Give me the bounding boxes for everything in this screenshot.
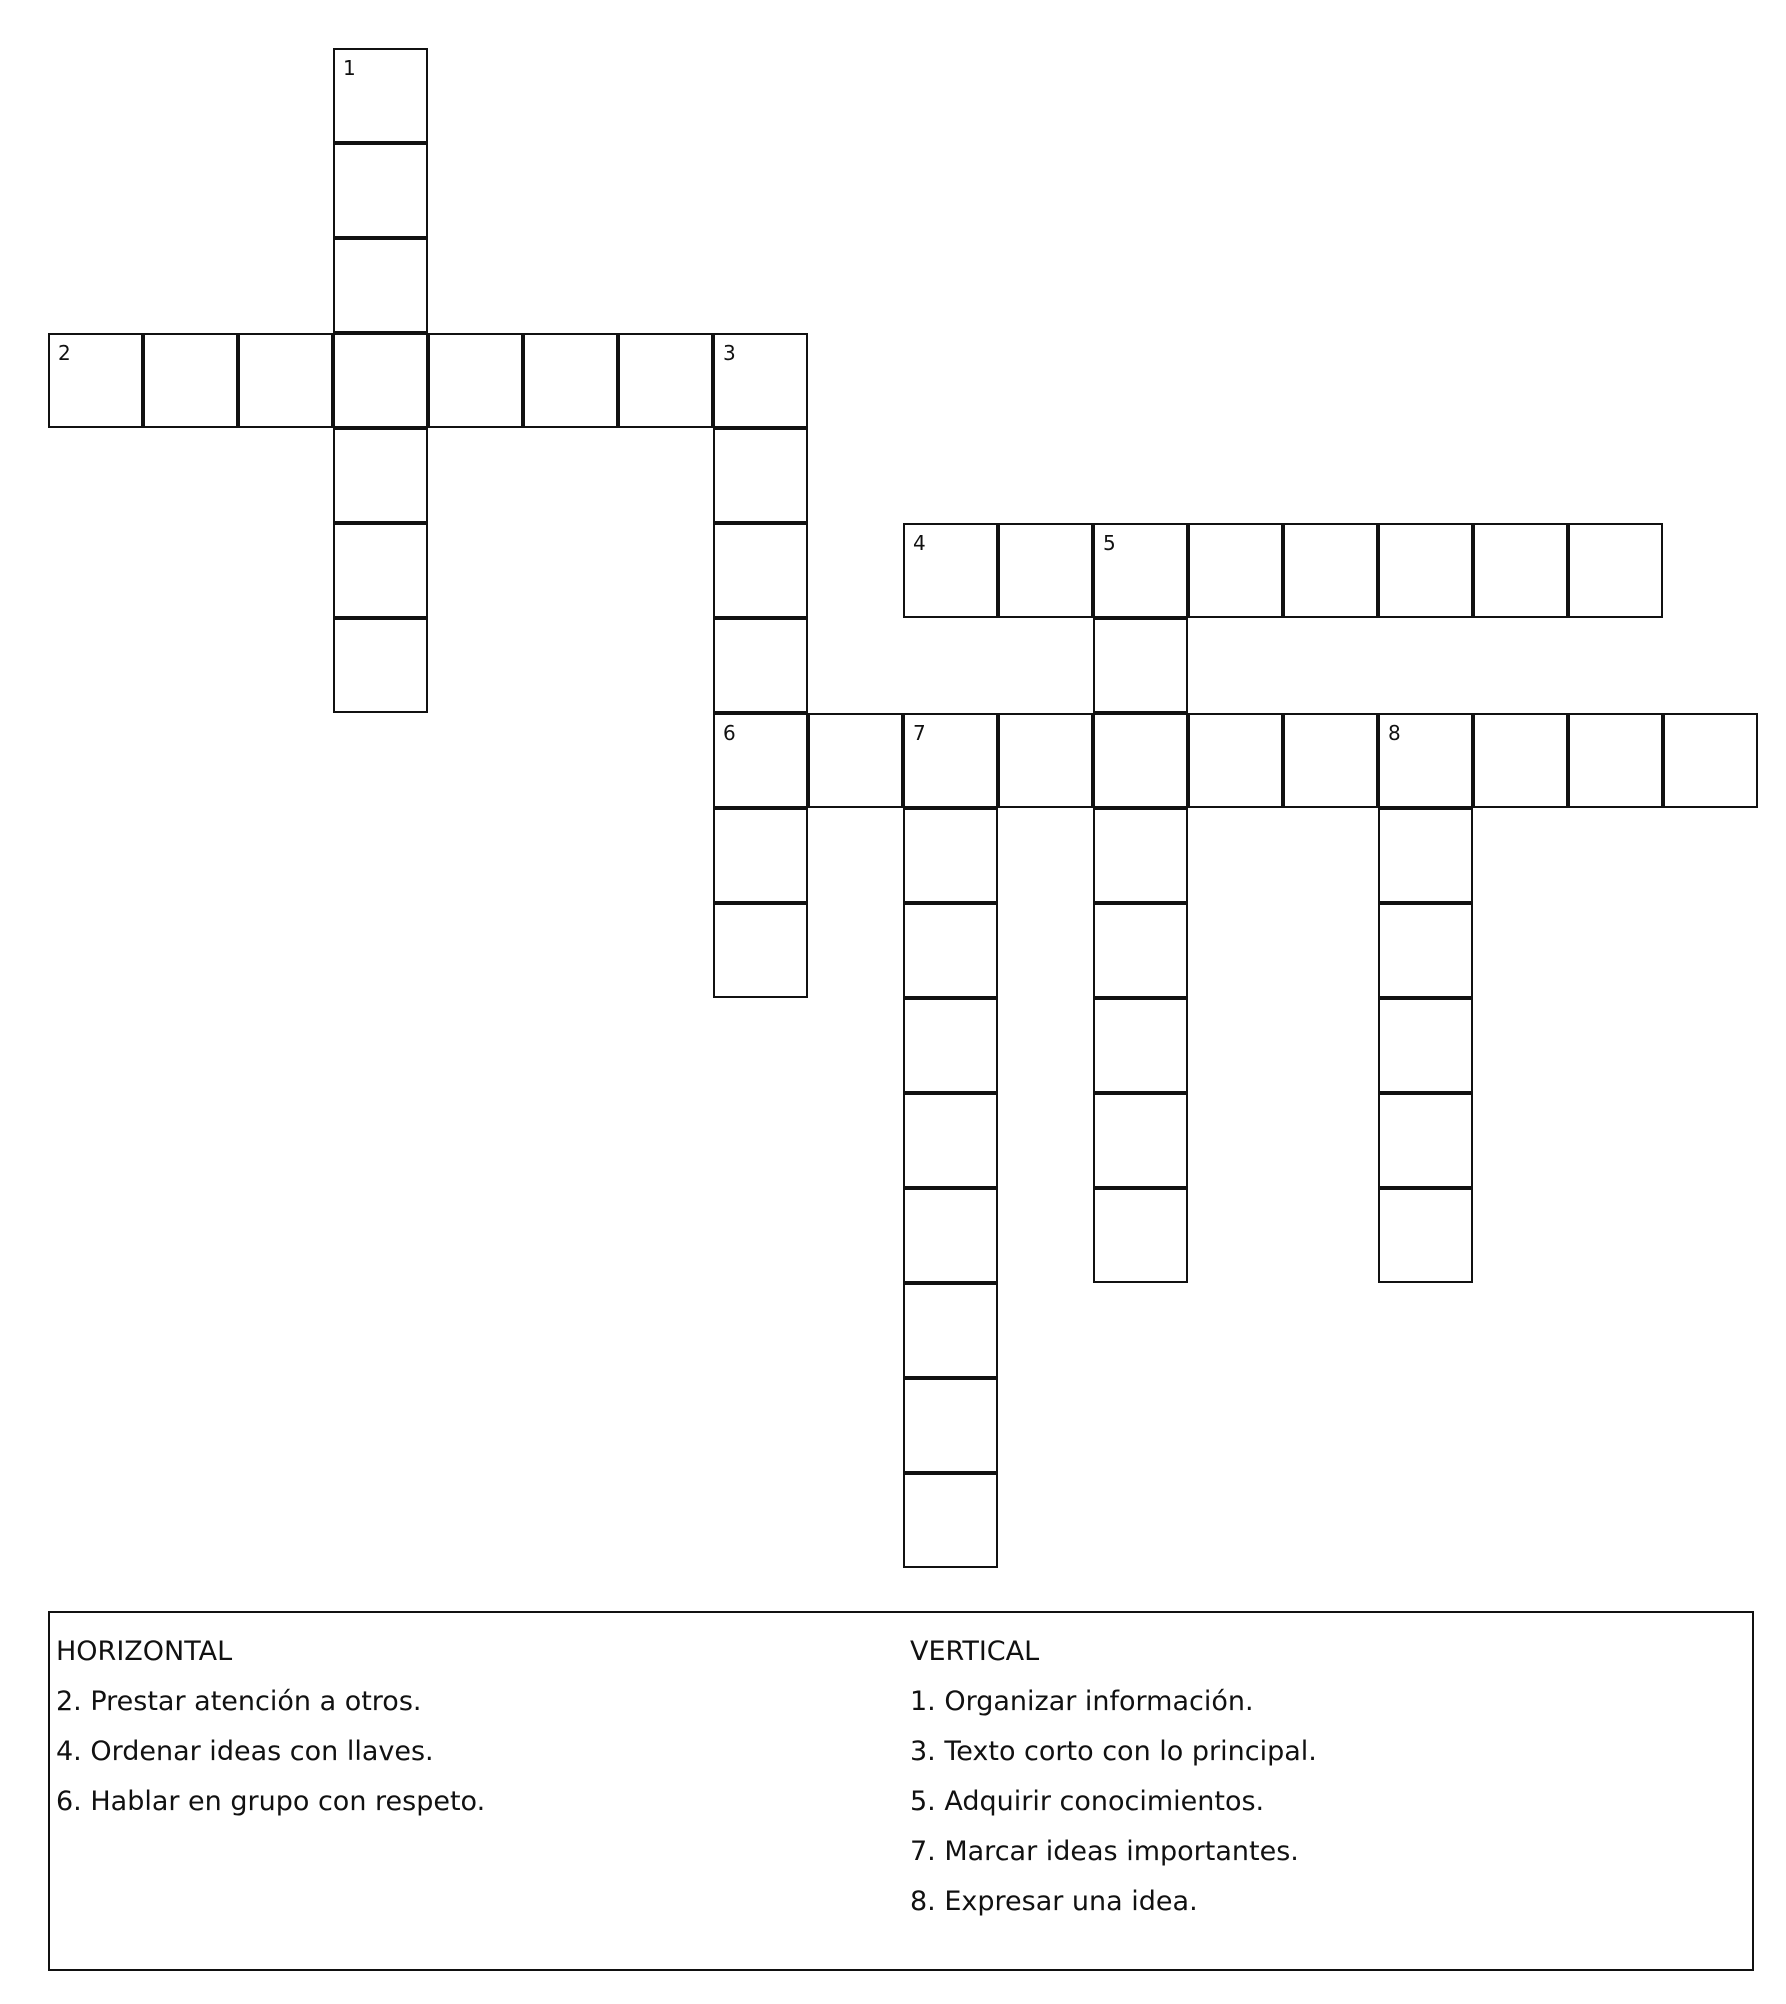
crossword-cell[interactable] xyxy=(333,48,428,143)
crossword-cell[interactable] xyxy=(48,333,143,428)
crossword-cell[interactable] xyxy=(143,333,238,428)
crossword-cell[interactable] xyxy=(1378,523,1473,618)
clue-horizontal-2: 2. Prestar atención a otros. xyxy=(56,1686,422,1717)
crossword-cell[interactable] xyxy=(998,713,1093,808)
crossword-cell[interactable] xyxy=(428,333,523,428)
clue-number: 5 xyxy=(1103,531,1116,555)
clue-vertical-5: 5. Adquirir conocimientos. xyxy=(910,1786,1265,1817)
clues-box xyxy=(48,1611,1754,1971)
crossword-cell[interactable] xyxy=(903,1378,998,1473)
crossword-cell[interactable] xyxy=(1378,1093,1473,1188)
crossword-cell[interactable] xyxy=(903,713,998,808)
crossword-cell[interactable] xyxy=(238,333,333,428)
crossword-cell[interactable] xyxy=(1568,713,1663,808)
crossword-cell[interactable] xyxy=(1093,618,1188,713)
clue-vertical-3: 3. Texto corto con lo principal. xyxy=(910,1736,1317,1767)
crossword-cell[interactable] xyxy=(1188,713,1283,808)
crossword-cell[interactable] xyxy=(1473,523,1568,618)
crossword-cell[interactable] xyxy=(618,333,713,428)
clue-vertical-7: 7. Marcar ideas importantes. xyxy=(910,1836,1299,1867)
crossword-cell[interactable] xyxy=(1093,523,1188,618)
clue-number: 8 xyxy=(1388,721,1401,745)
crossword-cell[interactable] xyxy=(1283,713,1378,808)
crossword-cell[interactable] xyxy=(713,523,808,618)
clue-horizontal-4: 4. Ordenar ideas con llaves. xyxy=(56,1736,434,1767)
crossword-cell[interactable] xyxy=(998,523,1093,618)
crossword-cell[interactable] xyxy=(903,1188,998,1283)
clue-number: 2 xyxy=(58,341,71,365)
crossword-cell[interactable] xyxy=(1093,1093,1188,1188)
clue-number: 1 xyxy=(343,56,356,80)
clue-number: 3 xyxy=(723,341,736,365)
crossword-cell[interactable] xyxy=(713,428,808,523)
crossword-cell[interactable] xyxy=(713,618,808,713)
crossword-cell[interactable] xyxy=(903,903,998,998)
crossword-cell[interactable] xyxy=(903,523,998,618)
horizontal-heading: HORIZONTAL xyxy=(56,1636,233,1667)
crossword-cell[interactable] xyxy=(1188,523,1283,618)
crossword-cell[interactable] xyxy=(1378,1188,1473,1283)
crossword-cell[interactable] xyxy=(1093,998,1188,1093)
crossword-cell[interactable] xyxy=(1093,1188,1188,1283)
clue-number: 6 xyxy=(723,721,736,745)
crossword-cell[interactable] xyxy=(713,903,808,998)
crossword-cell[interactable] xyxy=(713,713,808,808)
crossword-cell[interactable] xyxy=(523,333,618,428)
crossword-cell[interactable] xyxy=(1663,713,1758,808)
clue-vertical-1: 1. Organizar información. xyxy=(910,1686,1254,1717)
crossword-cell[interactable] xyxy=(903,998,998,1093)
crossword-cell[interactable] xyxy=(1473,713,1568,808)
crossword-cell[interactable] xyxy=(903,1473,998,1568)
crossword-cell[interactable] xyxy=(333,523,428,618)
crossword-cell[interactable] xyxy=(1283,523,1378,618)
crossword-cell[interactable] xyxy=(808,713,903,808)
crossword-cell[interactable] xyxy=(333,143,428,238)
crossword-cell[interactable] xyxy=(1378,998,1473,1093)
crossword-cell[interactable] xyxy=(1378,713,1473,808)
crossword-cell[interactable] xyxy=(1568,523,1663,618)
crossword-cell[interactable] xyxy=(903,808,998,903)
crossword-cell[interactable] xyxy=(713,333,808,428)
crossword-cell[interactable] xyxy=(1378,903,1473,998)
crossword-cell[interactable] xyxy=(333,238,428,333)
crossword-cell[interactable] xyxy=(333,333,428,428)
vertical-clues xyxy=(910,1627,1317,1927)
clue-horizontal-6: 6. Hablar en grupo con respeto. xyxy=(56,1786,486,1817)
crossword-cell[interactable] xyxy=(333,618,428,713)
horizontal-clues xyxy=(56,1627,485,1827)
crossword-cell[interactable] xyxy=(1093,808,1188,903)
crossword-cell[interactable] xyxy=(713,808,808,903)
clue-vertical-8: 8. Expresar una idea. xyxy=(910,1886,1198,1917)
clue-number: 7 xyxy=(913,721,926,745)
crossword-cell[interactable] xyxy=(1378,808,1473,903)
crossword-cell[interactable] xyxy=(903,1283,998,1378)
vertical-heading: VERTICAL xyxy=(910,1636,1040,1667)
crossword-cell[interactable] xyxy=(1093,903,1188,998)
crossword-cell[interactable] xyxy=(1093,713,1188,808)
crossword-cell[interactable] xyxy=(903,1093,998,1188)
crossword-cell[interactable] xyxy=(333,428,428,523)
clue-number: 4 xyxy=(913,531,926,555)
